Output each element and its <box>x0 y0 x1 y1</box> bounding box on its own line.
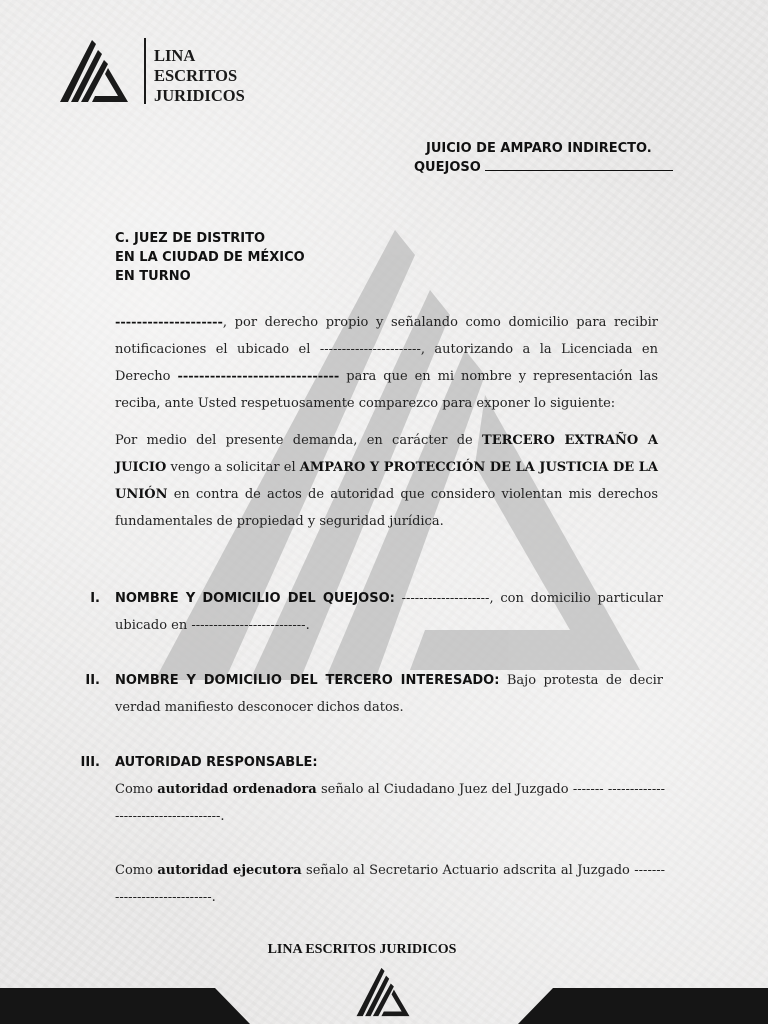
quejoso-label: QUEJOSO <box>414 160 481 175</box>
section-heading: NOMBRE Y DOMICILIO DEL TERCERO INTERESADO: <box>115 673 500 688</box>
brand-line-1: LINA <box>154 46 196 65</box>
blank-address: ----------------------- <box>319 342 421 357</box>
addressee-block <box>115 229 305 286</box>
section-heading: NOMBRE Y DOMICILIO DEL QUEJOSO: <box>115 591 395 606</box>
authority2-text-2: señalo al Secretario Actuario adscrita al Juzgado -----------------------------. <box>115 863 666 905</box>
addressee-line-1: C. JUEZ DE DISTRITO <box>115 231 266 246</box>
demand-bold-1: TERCERO EXTRAÑO A JUICIO <box>115 433 658 475</box>
quejoso-blank <box>485 158 673 171</box>
blank-name: -------------------- <box>115 315 223 330</box>
section-number: II. <box>85 673 100 688</box>
demand-text-3: en contra de actos de autoridad que considero violentan mis derechos fundamentales de propiedad y seguridad jurídica. <box>115 487 658 529</box>
authority1-text-1: Como <box>115 782 158 797</box>
authority-ordering-paragraph <box>115 776 665 830</box>
blank-lawyer: ------------------------------ <box>177 369 340 384</box>
section-body <box>115 667 663 721</box>
authority1-bold: autoridad ordenadora <box>157 782 317 797</box>
section-text: Bajo protesta de decir verdad manifiesto desconocer dichos datos. <box>115 673 663 715</box>
logo-divider <box>144 38 146 104</box>
demand-paragraph <box>115 427 658 535</box>
demand-text-1: Por medio del presente demanda, en carácter de <box>115 433 483 448</box>
footer-band-right <box>518 988 768 1024</box>
case-title: JUICIO DE AMPARO INDIRECTO. <box>426 141 652 156</box>
demand-bold-2: AMPARO Y PROTECCIÓN DE LA JUSTICIA DE LA UNIÓN <box>115 460 658 502</box>
section-text: --------------------, con domicilio particular ubicado en --------------------------. <box>115 591 664 633</box>
demand-text-2: vengo a solicitar el <box>166 460 300 475</box>
intro-text-3: para que en mi nombre y representación las reciba, ante Usted respetuosamente comparezco para exponer lo siguiente: <box>115 369 659 411</box>
authority1-text-2: señalo al Ciudadano Juez del Juzgado ------- -------------------------------------. <box>115 782 665 824</box>
footer-band-left <box>0 988 250 1024</box>
addressee-line-3: EN TURNO <box>115 269 191 284</box>
addressee-line-2: EN LA CIUDAD DE MÉXICO <box>115 250 305 265</box>
brand-name <box>154 46 245 106</box>
quejoso-line <box>414 158 673 177</box>
authority2-text-1: Como <box>115 863 158 878</box>
section-number: III. <box>80 755 100 770</box>
brand-logo-icon <box>58 38 130 104</box>
section-heading: AUTORIDAD RESPONSABLE: <box>115 755 318 770</box>
section-body <box>115 749 663 776</box>
brand-line-3: JURIDICOS <box>154 86 245 105</box>
section-number: I. <box>90 591 100 606</box>
brand-line-2: ESCRITOS <box>154 66 238 85</box>
authority-executing-paragraph <box>115 857 665 911</box>
intro-text-2: , autorizando a la Licenciada en Derecho <box>115 342 658 384</box>
footer-logo-icon <box>355 966 411 1018</box>
section-body <box>115 585 663 639</box>
intro-text-1: , por derecho propio y señalando como domicilio para recibir notificaciones el ubicado el <box>115 315 658 357</box>
case-header <box>414 139 673 177</box>
authority2-bold: autoridad ejecutora <box>157 863 302 878</box>
footer-brand-name: LINA ESCRITOS JURIDICOS <box>267 942 457 957</box>
intro-paragraph <box>115 309 658 417</box>
